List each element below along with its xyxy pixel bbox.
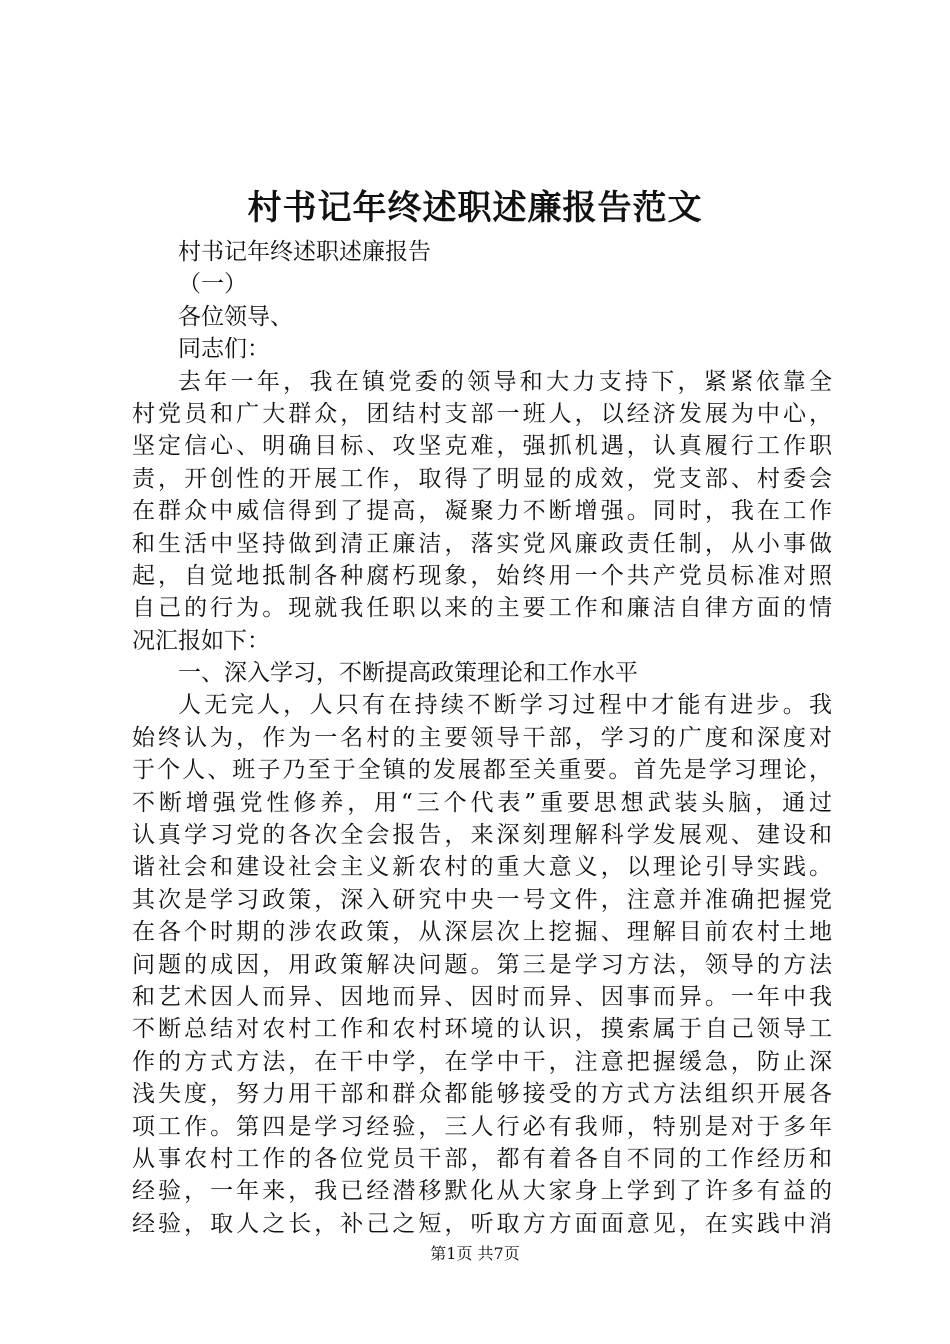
body-line: 不断总结对农村工作和农村环境的认识，摸索属于自己领导工 [132, 1016, 832, 1043]
body-line: 和艺术因人而异、因地而异、因时而异、因事而异。一年中我 [132, 983, 832, 1010]
body-line: 谐社会和建设社会主义新农村的重大意义，以理论引导实践。 [132, 854, 832, 881]
body-line: 责，开创性的开展工作，取得了明显的成效，党支部、村委会 [132, 465, 832, 492]
body-line: 从事农村工作的各位党员干部，都有着各自不同的工作经历和 [132, 1145, 832, 1172]
body-line: 于个人、班子乃至于全镇的发展都至关重要。首先是学习理论， [132, 757, 832, 784]
body-line: 浅失度，努力用干部和群众都能够接受的方式方法组织开展各 [132, 1081, 832, 1108]
body-line: 不断增强党性修养，用“三个代表”重要思想武装头脑，通过 [132, 789, 832, 816]
body-line: 村书记年终述职述廉报告 [178, 239, 431, 265]
body-line: 作的方式方法，在干中学，在学中干，注意把握缓急，防止深 [132, 1048, 832, 1075]
body-line: 经验，一年来，我已经潜移默化从大家身上学到了许多有益的 [132, 1178, 832, 1205]
body-line: 和生活中坚持做到清正廉洁，落实党风廉政责任制，从小事做 [132, 530, 832, 557]
body-line: （一） [178, 271, 247, 298]
body-line: 各位领导、 [178, 303, 293, 330]
body-line: 问题的成因，用政策解决问题。第三是学习方法，领导的方法 [132, 951, 832, 978]
body-line: 坚定信心、明确目标、攻坚克难，强抓机遇，认真履行工作职 [132, 433, 832, 460]
body-line: 一、深入学习，不断提高政策理论和工作水平 [178, 660, 638, 687]
body-line: 在群众中威信得到了提高，凝聚力不断增强。同时，我在工作 [132, 498, 832, 525]
body-line: 况汇报如下： [132, 627, 270, 654]
body-line: 项工作。第四是学习经验，三人行必有我师，特别是对于多年 [132, 1113, 832, 1140]
document-body [132, 236, 832, 1240]
body-line: 同志们： [178, 336, 270, 363]
document-title: 村书记年终述职述廉报告范文 [247, 188, 703, 228]
body-line: 去年一年，我在镇党委的领导和大力支持下，紧紧依靠全 [178, 368, 832, 395]
body-line: 在各个时期的涉农政策，从深层次上挖掘、理解目前农村土地 [132, 919, 832, 946]
body-line: 始终认为，作为一名村的主要领导干部，学习的广度和深度对 [132, 724, 832, 751]
body-line: 村党员和广大群众，团结村支部一班人，以经济发展为中心， [132, 400, 832, 427]
body-line: 经验，取人之长，补己之短，听取方方面面意见，在实践中消 [132, 1210, 832, 1237]
body-line: 自己的行为。现就我任职以来的主要工作和廉洁自律方面的情 [132, 595, 832, 622]
page-footer: 第1页 共7页 [430, 1244, 520, 1263]
body-line: 认真学习党的各次全会报告，来深刻理解科学发展观、建设和 [132, 822, 832, 849]
body-line: 起，自觉地抵制各种腐朽现象，始终用一个共产党员标准对照 [132, 562, 832, 589]
body-line: 人无完人，人只有在持续不断学习过程中才能有进步。我 [178, 692, 832, 719]
body-line: 其次是学习政策，深入研究中央一号文件，注意并准确把握党 [132, 886, 832, 913]
